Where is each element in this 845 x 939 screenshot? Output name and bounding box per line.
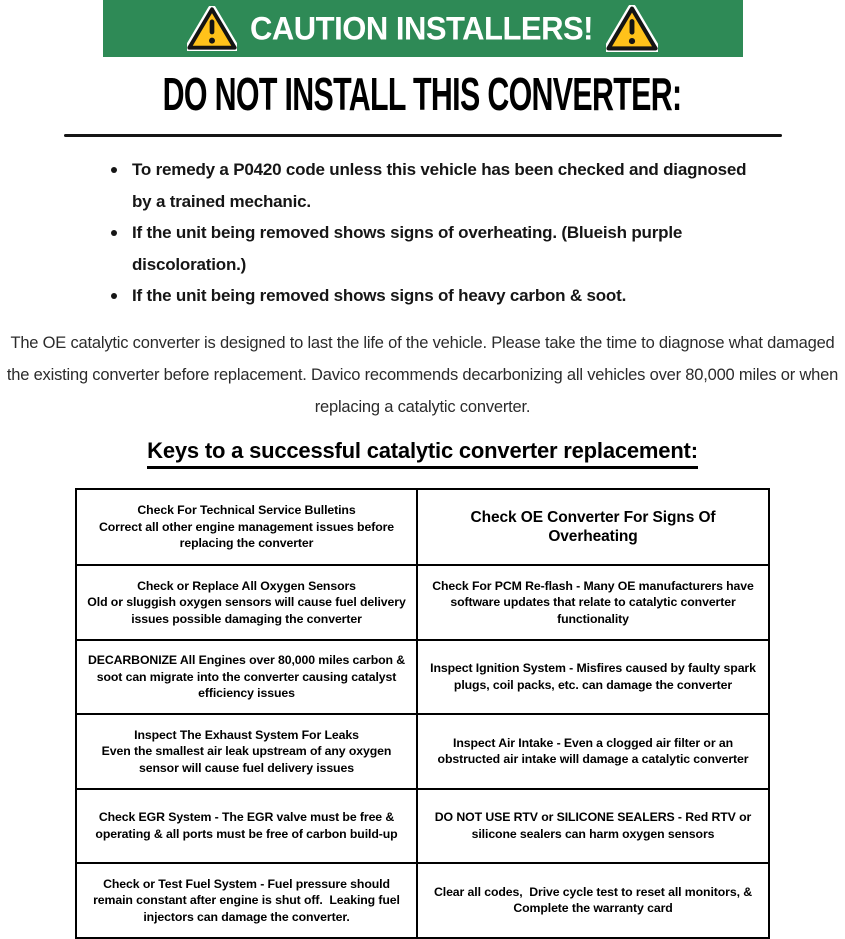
warning-triangle-icon bbox=[187, 6, 237, 51]
table-cell-r5-right bbox=[416, 788, 768, 863]
table-cell-r3-left bbox=[77, 639, 416, 714]
title-divider bbox=[64, 134, 782, 137]
keys-table bbox=[75, 488, 770, 939]
table-cell-r2-left bbox=[77, 564, 416, 639]
table-cell-r4-left bbox=[77, 713, 416, 788]
main-title-text: DO NOT INSTALL THIS CONVERTER: bbox=[163, 68, 682, 120]
main-title bbox=[0, 70, 845, 118]
cell-text: Inspect Air Intake - Even a clogged air filter or an obstructed air intake will damage a catalytic converter bbox=[437, 735, 749, 767]
cell-title: Check OE Converter For Signs Of Overheating bbox=[470, 508, 720, 545]
banner-title: CAUTION INSTALLERS! bbox=[250, 9, 593, 47]
table-cell-r4-right bbox=[416, 713, 768, 788]
table-cell-r3-right bbox=[416, 639, 768, 714]
table-cell-r5-left bbox=[77, 788, 416, 863]
keys-heading-text: Keys to a successful catalytic converter replacement: bbox=[147, 438, 698, 469]
cell-text: Check or Test Fuel System - Fuel pressure should remain constant after engine is shut off. Leaking fuel injectors can damage the converter. bbox=[93, 876, 404, 924]
cell-title: Check For Technical Service Bulletins bbox=[137, 503, 356, 517]
table-cell-r1-right bbox=[416, 490, 768, 565]
cell-text: DO NOT USE RTV or SILICONE SEALERS - Red RTV or silicone sealers can harm oxygen sensors bbox=[434, 810, 755, 841]
warning-triangle-icon bbox=[606, 5, 658, 52]
warning-bullet-list bbox=[132, 154, 760, 312]
cell-title: Check or Replace All Oxygen Sensors bbox=[137, 578, 356, 593]
cell-text: Check For PCM Re-flash - Many OE manufacturers have software updates that relate to catalytic converter functionality bbox=[432, 578, 758, 626]
cell-desc: Even the smallest air leak upstream of any oxygen sensor will cause fuel delivery issues bbox=[101, 744, 395, 775]
table-cell-r1-left bbox=[77, 490, 416, 565]
cell-text: DECARBONIZE All Engines over 80,000 miles carbon & soot can migrate into the converter causing catalyst efficiency issues bbox=[87, 653, 409, 700]
cell-text: Check EGR System - The EGR valve must be free & operating & all ports must be free of carbon build-up bbox=[95, 810, 398, 841]
caution-banner bbox=[103, 0, 743, 57]
cell-title: Inspect The Exhaust System For Leaks bbox=[134, 727, 359, 742]
table-cell-r2-right bbox=[416, 564, 768, 639]
cell-desc: Correct all other engine management issues before replacing the converter bbox=[98, 519, 398, 550]
bullet-item: If the unit being removed shows signs of overheating. (Blueish purple discoloration.) bbox=[132, 217, 760, 280]
cell-desc: Old or sluggish oxygen sensors will cause fuel delivery issues possible damaging the converter bbox=[87, 595, 410, 626]
table-cell-r6-left bbox=[77, 862, 416, 937]
cell-text: Clear all codes, Drive cycle test to reset all monitors, & Complete the warranty card bbox=[433, 884, 756, 916]
keys-heading bbox=[0, 438, 845, 469]
cell-text: Inspect Ignition System - Misfires caused by faulty spark plugs, coil packs, etc. can damage the converter bbox=[430, 661, 760, 692]
bullet-item: If the unit being removed shows signs of heavy carbon & soot. bbox=[132, 280, 760, 312]
table-cell-r6-right bbox=[416, 862, 768, 937]
intro-paragraph: The OE catalytic converter is designed to last the life of the vehicle. Please take the time to diagnose what damaged the existing converter before replacement. Davico recommends decarbonizing all vehicles over 80,000 miles or when replacing a catalytic converter. bbox=[6, 333, 839, 416]
bullet-item: To remedy a P0420 code unless this vehicle has been checked and diagnosed by a trained mechanic. bbox=[132, 154, 760, 217]
